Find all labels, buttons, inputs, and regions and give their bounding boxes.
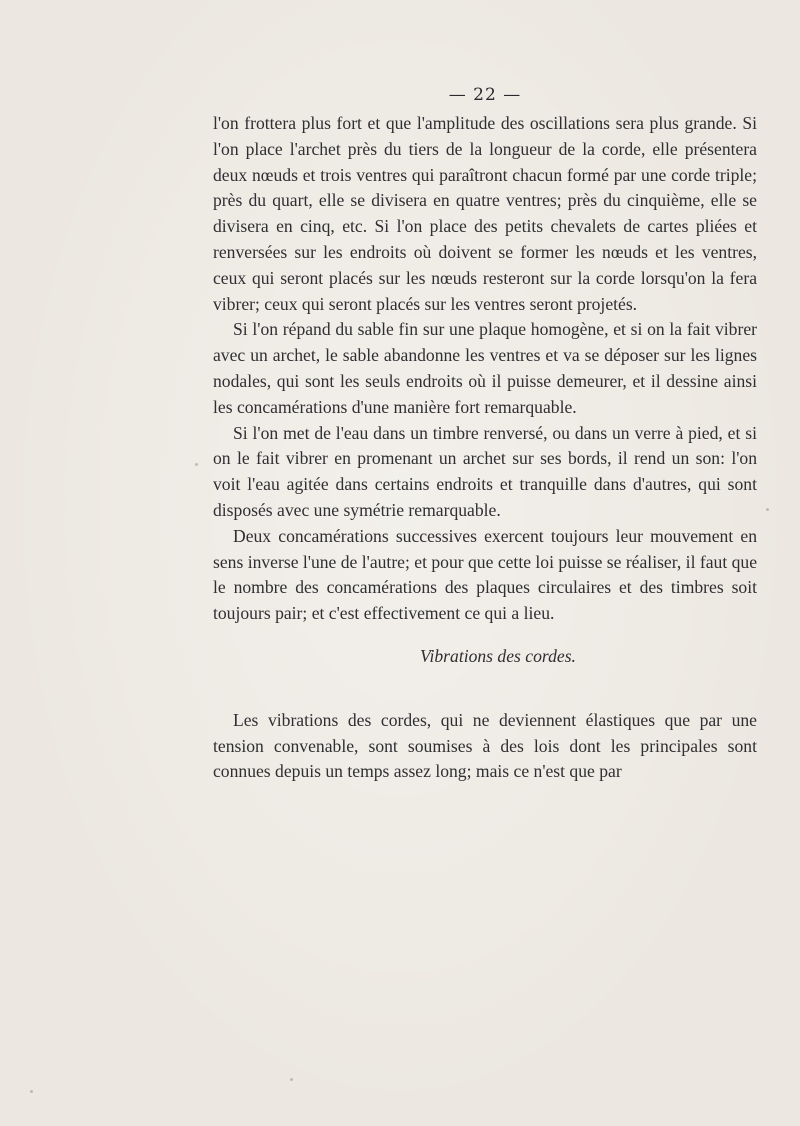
paragraph-2: Si l'on répand du sable fin sur une plaque homogène, et si on la fait vibrer avec un archet, le sable abandonne les ventres et va se déposer sur les lignes nodales, qui sont les seuls endroits où il puisse demeurer, et il dessine ainsi les concamérations d'une manière fort remarquable.: [213, 319, 757, 417]
paragraph-1: l'on frottera plus fort et que l'amplitude des oscillations sera plus grande. Si l'on place l'archet près du tiers de la longueur de la corde, elle présentera deux nœuds et trois ventres qui paraîtront chacun formé par une corde triple; près du quart, elle se divisera en quatre ventres; près du cinquième, elle se divisera en cinq, etc. Si l'on place des petits chevalets de cartes pliées et renversées sur les endroits où doivent se former les nœuds et les ventres, ceux qui seront placés sur les nœuds resteront sur la corde lorsqu'on la fera vibrer; ceux qui seront placés sur les ventres seront projetés.: [213, 113, 757, 314]
paragraph-3: Si l'on met de l'eau dans un timbre renversé, ou dans un verre à pied, et si on le fait vibrer en promenant un archet sur ses bords, il rend un son: l'on voit l'eau agitée dans certains endroits et tranquille dans d'autres, qui sont disposés avec une symétrie remarquable.: [213, 422, 757, 520]
paragraph-4: Deux concamérations successives exercent toujours leur mouvement en sens inverse l'une de l'autre; et pour que cette loi puisse se réaliser, il faut que le nombre des concamérations des plaques circulaires et des timbres soit toujours pair; et c'est effectivement ce qui a lieu.: [213, 525, 758, 624]
body-text: [213, 111, 757, 785]
page-number: — 22 —: [448, 85, 522, 105]
section-paragraph: Les vibrations des cordes, qui ne deviennent élastiques que par une tension convenable, sont soumises à des lois dont les principales sont connues depuis un temps assez long; mais ce n'est que par: [213, 709, 757, 782]
paper-speck: [290, 1078, 293, 1081]
paper-speck: [30, 1090, 33, 1093]
section-heading: Vibrations des cordes.: [420, 645, 576, 666]
paper-speck: [766, 508, 769, 511]
paper-speck: [195, 463, 198, 466]
